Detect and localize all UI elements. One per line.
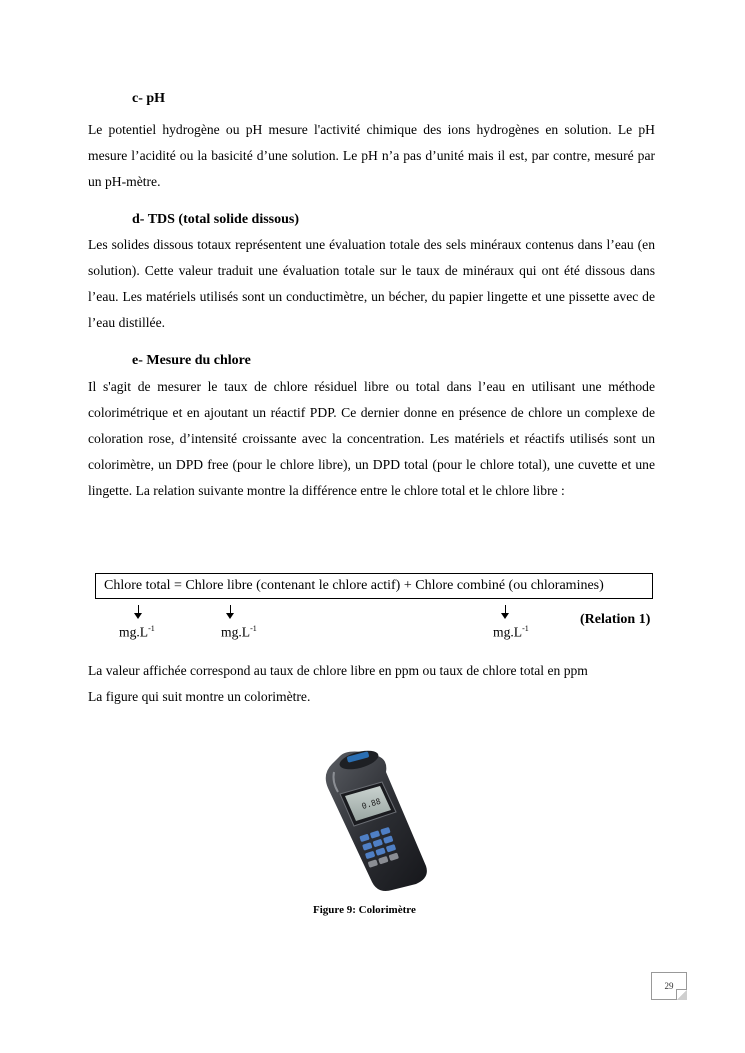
colorimeter-screen-value: 0.88 bbox=[360, 796, 382, 811]
page-fold-icon bbox=[676, 989, 687, 1000]
paragraph-tds: Les solides dissous totaux représentent une évaluation totale des sels minéraux contenus dans l’eau (en solution). Cette valeur traduit une évaluation totale sur le taux de minéraux qui ont été dissous dans l’eau. Les matériels utilisés sont un conductimètre, un bécher, du papier lingette et une pissette avec de l’eau distillée. bbox=[88, 237, 655, 330]
unit-label-total: $mg.L^{-1}$ bbox=[119, 624, 155, 640]
section-heading-ph: c- pH bbox=[132, 91, 166, 106]
page-number: 29 bbox=[651, 972, 687, 1000]
section-heading-tds: d- TDS (total solide dissous) bbox=[132, 212, 300, 227]
relation-formula-box: Chlore total = Chlore libre (contenant le chlore actif) + Chlore combiné (ou chloramines) bbox=[95, 573, 653, 599]
colorimeter-image bbox=[318, 748, 438, 893]
text-line-valeur: La valeur affichée correspond au taux de chlore libre en ppm ou taux de chlore total en ppm bbox=[88, 663, 588, 678]
figure-caption: Figure 9: Colorimètre bbox=[313, 904, 416, 916]
paragraph-chlore: Il s'agit de mesurer le taux de chlore résiduel libre ou total dans l’eau en utilisant une méthode colorimétrique et en ajoutant un réactif PDP. Ce dernier donne en présence de chlore un complexe de coloration rose, d’intensité croissante avec la concentration. Les matériels et réactifs utilisés sont un colorimètre, un DPD free (pour le chlore libre), un DPD total (pour le chlore total), une cuvette et une lingette. La relation suivante montre la différence entre le chlore total et le chlore libre : bbox=[88, 379, 655, 498]
text-line-figure-intro: La figure qui suit montre un colorimètre. bbox=[88, 689, 311, 704]
unit-label-combine: $mg.L^{-1}$ bbox=[493, 624, 529, 640]
section-heading-chlore: e- Mesure du chlore bbox=[132, 353, 251, 368]
paragraph-ph: Le potentiel hydrogène ou pH mesure l'activité chimique des ions hydrogènes en solution. Le pH mesure l’acidité ou la basicité d’une solution. Le pH n’a pas d’unité mais il est, par contre, mesuré par un pH-mètre. bbox=[88, 122, 655, 189]
relation-label: (Relation 1) bbox=[580, 612, 651, 627]
unit-label-libre: $mg.L^{-1}$ bbox=[221, 624, 257, 640]
